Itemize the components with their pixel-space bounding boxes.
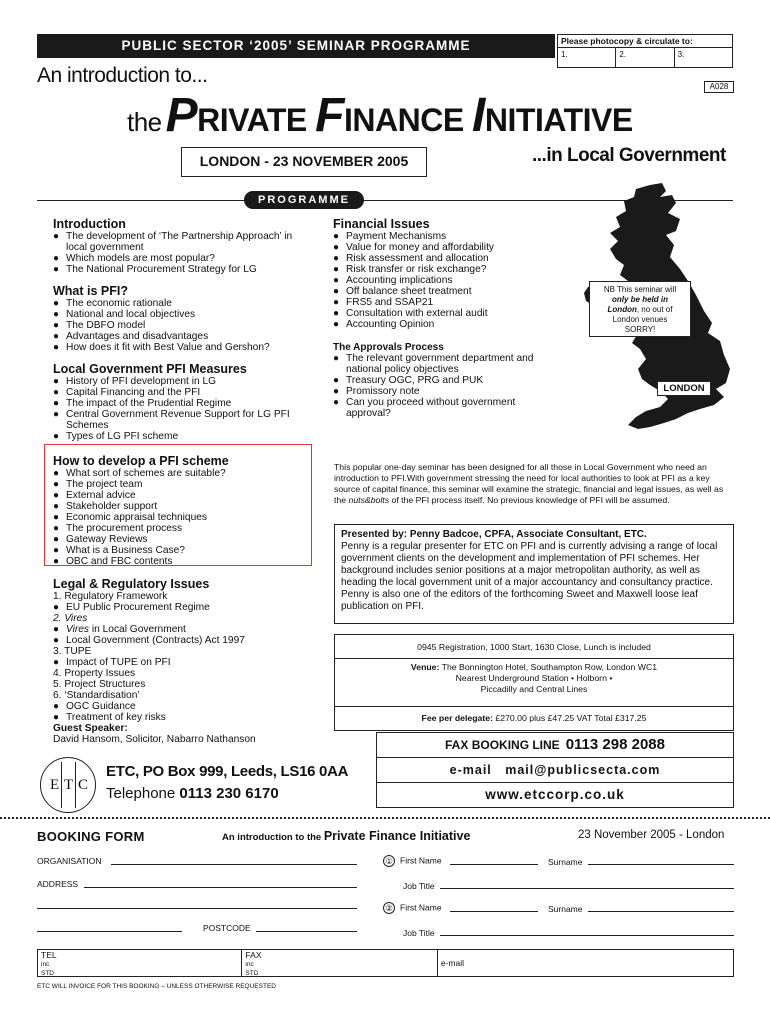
etc-logo [40,757,96,813]
list-item: ● The impact of the Prudential Regime [53,398,313,409]
title-letter-p: P [165,89,198,142]
map-note-line: NB This seminar will [603,285,677,294]
etc-address: ETC, PO Box 999, Leeds, LS16 0AA [106,763,349,780]
title-letter-i: I [472,89,485,142]
fee-label: Fee per delegate: [421,713,494,723]
presenter-heading: Presented by: Penny Badcoe, CPFA, Associate Consultant, ETC. [341,529,647,540]
venue-details [335,659,733,707]
list-item: ● The project team [53,479,313,490]
list-item: ● Advantages and disadvantages [53,331,313,342]
std-label: STD [245,970,259,977]
fee-amount: £270.00 plus £47.25 VAT Total £317.25 [493,713,647,723]
job-title-field[interactable] [440,935,734,936]
section-heading-what-is-pfi: What is PFI? [53,284,128,298]
list-item: ● Economic appraisal techniques [53,512,313,523]
map-note-line: London venues [612,315,668,324]
fax-field[interactable] [242,950,437,976]
guest-speaker-label: Guest Speaker: [53,723,128,734]
subtitle: ...in Local Government [532,145,726,166]
venue-box [334,634,734,731]
map-note [589,281,691,337]
delegate-2 [383,902,442,914]
list-item [53,624,313,635]
contact-box [376,732,734,808]
first-name-label: First Name [400,902,442,913]
fee-row [335,707,733,730]
booking-form-date: 23 November 2005 - London [578,829,725,841]
highlight-box [44,444,312,566]
list-item: ● The relevant government department and national policy objectives [333,353,543,375]
seminar-description [334,462,734,506]
list-item: ● What sort of schemes are suitable? [53,468,313,479]
list-item-text: in Local Government [89,624,186,635]
italic-term: Vires [66,624,90,635]
map-note-line: only be held in [611,295,668,304]
presenter-bio: Penny is a regular presenter for ETC on PFI and is currently advising a range of local government clients on the development and implementation of PFI schemes. Her background includes senior positions at a major metropolitan authority, as well as heading the local government unit of a major accountancy and consultancy practice. Penny is also one of the editors of the forthcoming Sweet and Maxwell loose leaf publication on PFI. [341,541,718,612]
list-item: ● The economic rationale [53,298,313,309]
list-item: ● Gateway Reviews [53,534,313,545]
delegate-1 [383,855,442,867]
booking-form-subtitle [222,829,470,843]
list-item: ● OBC and FBC contents [53,556,313,567]
section-heading-approvals: The Approvals Process [333,342,444,353]
fax-label: FAX BOOKING LINE [445,738,560,752]
list-item: 5. Project Structures [53,679,146,690]
surname-label: Surname [548,857,583,867]
fax-row [377,733,733,758]
document-code: A028 [704,81,734,93]
list-item: ● History of PFI development in LG [53,376,313,387]
list-item: 4. Property Issues [53,668,136,679]
surname-label: Surname [548,904,583,914]
title-word-finance: INANCE [343,102,464,138]
email-row [377,758,733,783]
job-title-field[interactable] [440,888,734,889]
list-item: ● FRS5 and SSAP21 [333,297,543,308]
list-item: ● Local Government (Contracts) Act 1997 [53,635,313,646]
venue-address: The Bonnington Hotel, Southampton Row, London WC1 [439,662,658,672]
list-item: ● The National Procurement Strategy for LG [53,264,313,275]
list-item: ● Risk transfer or risk exchange? [333,264,543,275]
address-field-3[interactable] [37,931,182,932]
logo-letter: E [50,777,60,793]
section-heading-lg-measures: Local Government PFI Measures [53,362,247,376]
list-item: ● Stakeholder support [53,501,313,512]
postcode-label: POSTCODE [203,923,251,933]
list-item: ● External advice [53,490,313,501]
venue-lines: Piccadilly and Central Lines [480,684,588,694]
surname-field[interactable] [588,911,734,912]
list-item: ● EU Public Procurement Regime [53,602,313,613]
list-item: 3. TUPE [53,646,92,657]
list-item: ● The DBFO model [53,320,313,331]
list-item: ● National and local objectives [53,309,313,320]
phone-number[interactable]: 0113 230 6170 [179,785,279,802]
logo-letter: T [64,777,74,793]
booking-intro-big: Private Finance Initiative [323,829,471,843]
delegate-number: ① [383,855,395,867]
address-field[interactable] [84,887,357,888]
title-word-initiative: NITIATIVE [484,102,633,138]
list-item: ● What is a Business Case? [53,545,313,556]
list-item: ● Off balance sheet treatment [333,286,543,297]
list-item: ● Consultation with external audit [333,308,543,319]
inc-label: inc [41,961,50,968]
address-label: ADDRESS [37,879,79,889]
list-item: ● Promissory note [333,386,543,397]
first-name-label: First Name [400,855,442,866]
section-heading-financial: Financial Issues [333,217,430,231]
postcode-field[interactable] [256,931,357,932]
right-column [333,211,543,419]
fax-label: FAX [245,950,262,960]
job-title-label: Job Title [403,928,435,938]
map-note-line: SORRY! [624,325,656,334]
first-name-field[interactable] [450,911,538,912]
std-label: STD [41,970,54,977]
list-item: ● The development of ‘The Partnership Approach’ in local government [53,231,313,253]
intro-heading: An introduction to... [37,64,208,87]
list-item: ● Capital Financing and the PFI [53,387,313,398]
list-item: ● How does it fit with Best Value and Gershon? [53,342,313,353]
email-field[interactable] [438,950,733,976]
description-text: of the PFI process itself. No previous knowledge of PFI will be assumed. [389,495,670,505]
list-item: ● Treatment of key risks [53,712,313,723]
map-location-label: LONDON [657,381,711,396]
tel-label: TEL [41,950,57,960]
booking-form-title: BOOKING FORM [37,829,145,844]
section-heading-introduction: Introduction [53,217,126,231]
tel-field[interactable] [38,950,242,976]
list-item: ● Payment Mechanisms [333,231,543,242]
inc-label: inc [245,961,254,968]
etc-phone [106,785,279,802]
list-item: ● Impact of TUPE on PFI [53,657,313,668]
job-title-label: Job Title [403,881,435,891]
logo-divider [75,762,76,808]
web-link[interactable]: www.etccorp.co.uk [485,787,625,802]
circulate-slot-2[interactable]: 2. [616,48,674,67]
section-heading-legal: Legal & Regulatory Issues [53,577,210,591]
title-letter-f: F [315,89,344,142]
list-item: ● Risk assessment and allocation [333,253,543,264]
cut-line [0,817,770,819]
address-field-2[interactable] [37,908,357,909]
section-heading-how-to: How to develop a PFI scheme [53,454,229,468]
location-date-box: LONDON - 23 NOVEMBER 2005 [181,147,427,177]
surname-field[interactable] [588,864,734,865]
logo-divider [61,762,62,808]
booking-intro-small: An introduction to the [222,832,324,843]
description-text: This popular one-day seminar has been designed for all those in Local Government who need an introduction to PFI.With government stressing the need for local authorities to look at PFI as a key source of capital finance, this seminar will examine the strategic, financial and legal issues, as well as the [334,462,724,505]
presenter-box [334,524,734,624]
invoice-note: ETC WILL INVOICE FOR THIS BOOKING – UNLESS OTHERWISE REQUESTED [37,983,276,990]
title-the: the [127,107,162,137]
list-item: ● OGC Guidance [53,701,313,712]
email-label: e-mail [449,763,492,777]
contact-grid [37,949,734,977]
map-note-line: , no out of [636,305,673,314]
logo-letter: C [78,777,89,793]
fax-number[interactable]: 0113 298 2088 [565,736,665,753]
list-item: ● Value for money and affordability [333,242,543,253]
email-field-label: e-mail [440,958,465,968]
organisation-label: ORGANISATION [37,856,102,866]
list-item: ● Types of LG PFI scheme [53,431,313,442]
email-link[interactable]: mail@publicsecta.com [505,763,661,777]
first-name-field[interactable] [450,864,538,865]
list-item: ● Central Government Revenue Support for LG PFI Schemes [53,409,313,431]
venue-underground: Nearest Underground Station • Holborn • [455,673,613,683]
list-item: ● Accounting implications [333,275,543,286]
circulate-slot-3[interactable]: 3. [677,50,685,59]
venue-label: Venue: [410,662,440,672]
header-banner: PUBLIC SECTOR ‘2005’ SEMINAR PROGRAMME [37,34,555,58]
programme-badge: PROGRAMME [244,191,364,209]
description-italic: nuts&bolts [348,495,390,505]
schedule-times: 0945 Registration, 1000 Start, 1630 Close, Lunch is included [335,635,733,659]
list-item: 2. Vires [53,613,88,624]
list-item: 6. ‘Standardisation’ [53,690,140,701]
list-item: ● Which models are most popular? [53,253,313,264]
list-item: ● The procurement process [53,523,313,534]
title-word-private: RIVATE [197,102,307,138]
main-title [127,88,633,143]
list-item: ● Treasury OGC, PRG and PUK [333,375,543,386]
delegate-number: ② [383,902,395,914]
organisation-field[interactable] [111,864,357,865]
circulate-slot-1[interactable]: 1. [558,48,616,67]
list-item: ● Accounting Opinion [333,319,543,330]
list-item: ● Can you proceed without government approval? [333,397,543,419]
map-note-emphasis: London [607,305,637,314]
phone-label: Telephone [106,785,180,802]
list-item: 1. Regulatory Framework [53,591,168,602]
circulate-label: Please photocopy & circulate to: [558,35,732,48]
circulate-box [557,34,733,68]
guest-speaker: David Hansom, Solicitor, Nabarro Nathanson [53,734,256,745]
